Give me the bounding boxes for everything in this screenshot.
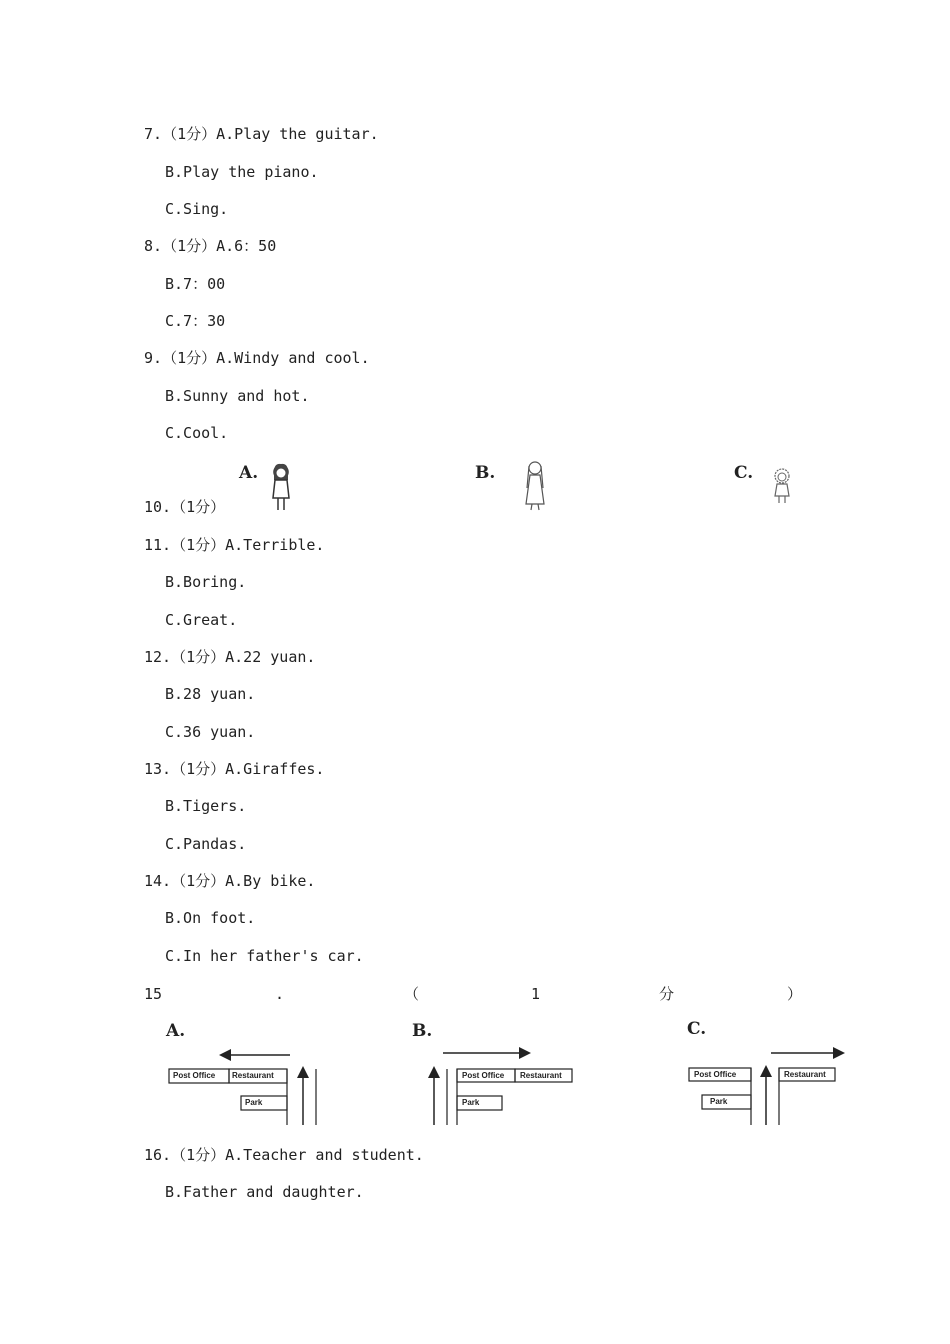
option-c[interactable]: C.36 yuan. [165,723,256,741]
option-b[interactable]: B.Father and daughter. [165,1183,364,1201]
picture-label-a: A. [239,463,259,483]
post-office-label: Post Office [462,1071,505,1080]
option-c[interactable]: C.Great. [165,611,238,629]
option-a[interactable]: A.Windy and cool. [216,349,370,367]
question-11: 11.（1分）A.Terrible. [144,536,325,554]
restaurant-label: Restaurant [232,1071,274,1080]
option-b[interactable]: B.Tigers. [165,797,247,815]
question-13: 13.（1分）A.Giraffes. [144,760,325,778]
restaurant-label: Restaurant [784,1070,826,1079]
option-a[interactable]: A.22 yuan. [225,648,316,666]
park-label: Park [245,1098,263,1107]
option-c[interactable]: C.7：30 [165,312,226,330]
option-c[interactable]: C.Sing. [165,200,229,218]
question-14: 14.（1分）A.By bike. [144,872,316,890]
girl-short-hair-picture[interactable] [266,460,296,514]
map-label-c: C. [687,1019,707,1039]
question-15-score-value: 1 [531,985,541,1003]
question-10: 10.（1分） [144,498,226,516]
question-15-dot: . [275,985,285,1003]
question-15-number: 15 [144,985,163,1003]
option-a[interactable]: A.Giraffes. [225,760,325,778]
option-b[interactable]: B.7：00 [165,275,226,293]
question-15-score-unit: 分 [659,985,675,1003]
option-b[interactable]: B.On foot. [165,909,256,927]
option-a[interactable]: A.Teacher and student. [225,1146,424,1164]
option-a[interactable]: A.6：50 [216,237,277,255]
question-15-close-paren: ） [787,985,803,1003]
option-c[interactable]: C.Cool. [165,424,229,442]
map-label-b: B. [412,1021,433,1041]
option-b[interactable]: B.Boring. [165,573,247,591]
map-c[interactable] [685,1045,850,1130]
map-b[interactable] [425,1045,580,1130]
post-office-label: Post Office [173,1071,216,1080]
girl-curly-hair-picture[interactable] [768,466,796,506]
question-8: 8.（1分）A.6：50 [144,237,277,255]
map-a[interactable] [160,1045,330,1130]
question-7: 7.（1分）A.Play the guitar. [144,125,379,143]
option-a[interactable]: A.By bike. [225,872,316,890]
option-b[interactable]: B.Sunny and hot. [165,387,310,405]
picture-label-b: B. [475,463,496,483]
restaurant-label: Restaurant [520,1071,562,1080]
question-12: 12.（1分）A.22 yuan. [144,648,316,666]
girl-long-hair-picture[interactable] [520,458,550,512]
option-b[interactable]: B.Play the piano. [165,163,319,181]
picture-label-c: C. [734,463,754,483]
park-label: Park [710,1097,728,1106]
question-9: 9.（1分）A.Windy and cool. [144,349,370,367]
map-label-a: A. [166,1021,186,1041]
option-c[interactable]: C.In her father's car. [165,947,364,965]
option-c[interactable]: C.Pandas. [165,835,247,853]
question-16: 16.（1分）A.Teacher and student. [144,1146,424,1164]
option-b[interactable]: B.28 yuan. [165,685,256,703]
option-a[interactable]: A.Play the guitar. [216,125,379,143]
post-office-label: Post Office [694,1070,737,1079]
question-15-open-paren: （ [404,985,420,1003]
park-label: Park [462,1098,480,1107]
option-a[interactable]: A.Terrible. [225,536,325,554]
